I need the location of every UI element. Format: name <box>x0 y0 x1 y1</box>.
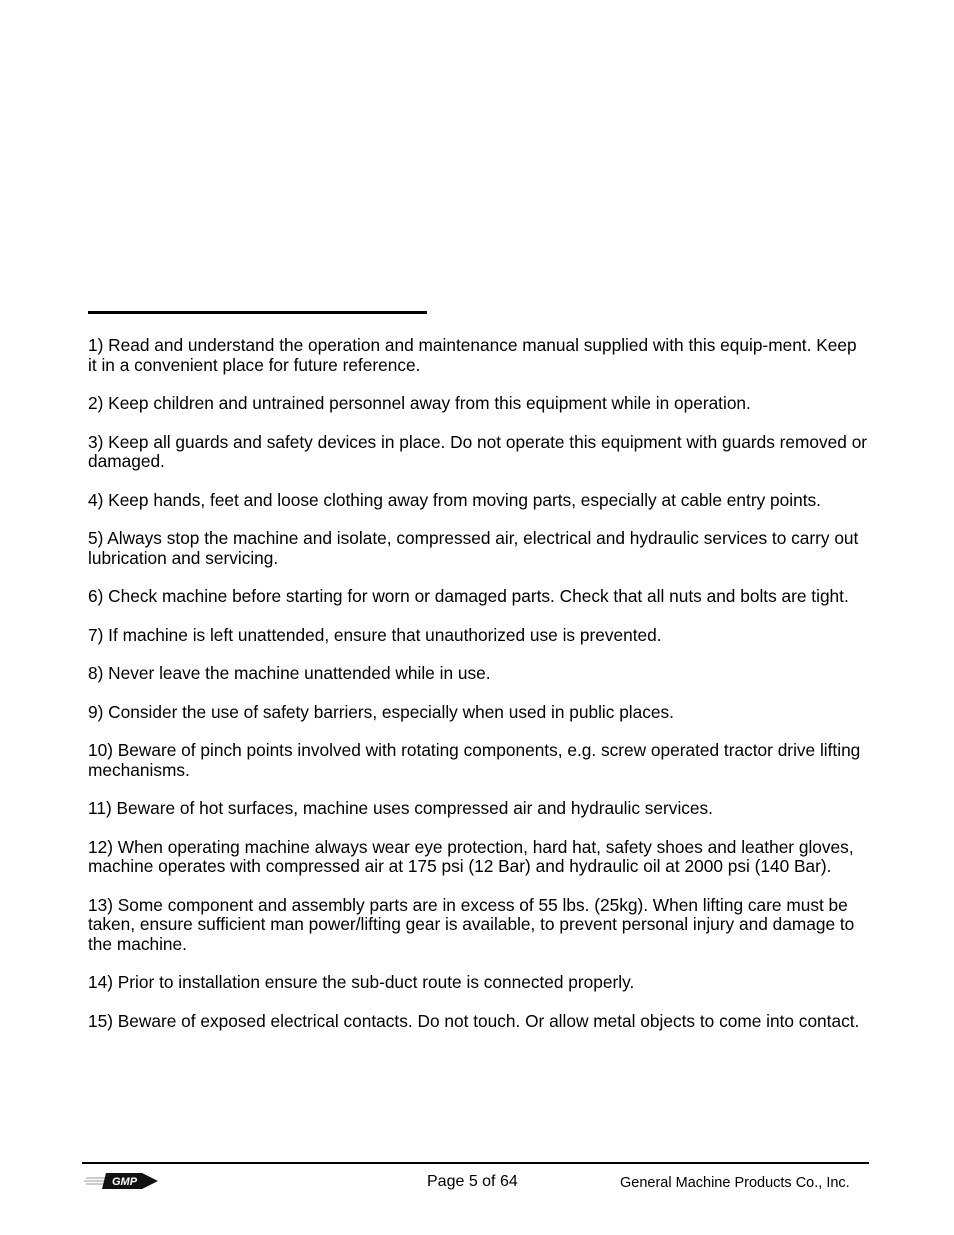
safety-item: 5) Always stop the machine and isolate, compressed air, electrical and hydraulic services to carry out lubrication and servicing. <box>88 528 859 568</box>
safety-item: 1) Read and understand the operation and maintenance manual supplied with this equip-ment. Keep it in a convenient place for future reference. <box>88 335 857 375</box>
safety-item: 8) Never leave the machine unattended while in use. <box>88 663 491 683</box>
page-number: Page 5 of 64 <box>427 1173 518 1190</box>
company-name: General Machine Products Co., Inc. <box>620 1175 850 1191</box>
gmp-logo-icon <box>84 1170 160 1192</box>
safety-item: 2) Keep children and untrained personnel away from this equipment while in operation. <box>88 393 751 413</box>
safety-item: 11) Beware of hot surfaces, machine uses compressed air and hydraulic services. <box>88 798 713 818</box>
safety-item: 10) Beware of pinch points involved with rotating components, e.g. screw operated tractor drive lifting mechanisms. <box>88 740 861 780</box>
safety-item: 13) Some component and assembly parts are in excess of 55 lbs. (25kg). When lifting care must be taken, ensure sufficient man power/lifting gear is available, to prevent personal injury and damage to the machine. <box>88 894 855 954</box>
safety-item: 14) Prior to installation ensure the sub-duct route is connected properly. <box>88 972 635 992</box>
safety-item: 6) Check machine before starting for worn or damaged parts. Check that all nuts and bolts are tight. <box>88 586 849 606</box>
footer-divider <box>82 1162 869 1164</box>
safety-instructions-list <box>88 336 868 1050</box>
safety-item: 7) If machine is left unattended, ensure that unauthorized use is prevented. <box>88 624 662 645</box>
safety-item: 9) Consider the use of safety barriers, especially when used in public places. <box>88 701 674 722</box>
safety-item: 4) Keep hands, feet and loose clothing away from moving parts, especially at cable entry points. <box>88 489 821 510</box>
safety-item: 15) Beware of exposed electrical contacts. Do not touch. Or allow metal objects to come into contact. <box>88 1010 860 1031</box>
safety-item: 12) When operating machine always wear eye protection, hard hat, safety shoes and leather gloves, machine operates with compressed air at 175 psi (12 Bar) and hydraulic oil at 2000 psi (140 Bar). <box>88 836 854 876</box>
safety-item: 3) Keep all guards and safety devices in place. Do not operate this equipment with guards removed or damaged. <box>88 431 868 471</box>
section-divider <box>88 311 427 314</box>
svg-text:GMP: GMP <box>112 1176 138 1188</box>
